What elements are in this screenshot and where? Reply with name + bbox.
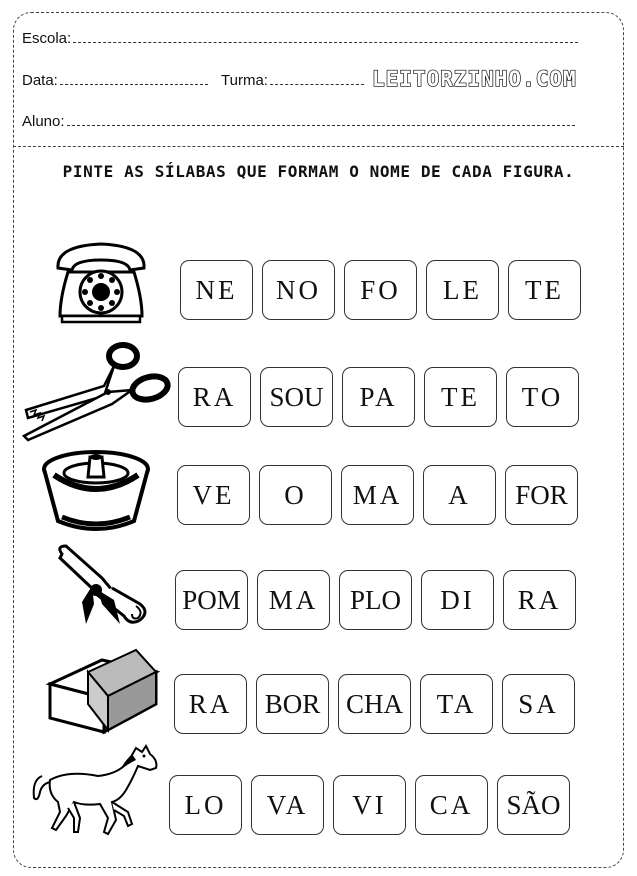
telephone-icon [50, 238, 152, 326]
syllable-row-diploma [175, 570, 576, 630]
syllable-row-eraser [174, 674, 575, 734]
student-field[interactable] [22, 113, 575, 130]
school-line[interactable] [73, 41, 578, 43]
student-line[interactable] [67, 124, 575, 126]
syllable-box[interactable]: VI [333, 775, 406, 835]
instruction-text: PINTE AS SÍLABAS QUE FORMAM O NOME DE CADA FIGURA. [62, 162, 575, 181]
syllable-box[interactable]: MA [257, 570, 330, 630]
diploma-icon [52, 542, 152, 632]
site-logo: LEITORZINHO.COM [372, 67, 577, 91]
header-divider [13, 146, 624, 147]
syllable-box[interactable]: SÃO [497, 775, 570, 835]
syllable-row-bundt-pan [177, 465, 578, 525]
syllable-box[interactable]: O [259, 465, 332, 525]
date-line[interactable] [60, 83, 208, 85]
syllable-box[interactable]: SA [502, 674, 575, 734]
syllable-box[interactable]: DI [421, 570, 494, 630]
date-field[interactable] [22, 72, 208, 89]
horse-icon [28, 740, 163, 840]
syllable-box[interactable]: TE [508, 260, 581, 320]
syllable-box[interactable]: SOU [260, 367, 333, 427]
syllable-box[interactable]: TO [506, 367, 579, 427]
syllable-box[interactable]: TE [424, 367, 497, 427]
syllable-box[interactable]: PA [342, 367, 415, 427]
syllable-box[interactable]: RA [503, 570, 576, 630]
syllable-box[interactable]: PLO [339, 570, 412, 630]
syllable-box[interactable]: LE [426, 260, 499, 320]
syllable-row-horse [169, 775, 570, 835]
syllable-box[interactable]: A [423, 465, 496, 525]
bundt-pan-icon [40, 447, 152, 535]
syllable-box[interactable]: NE [180, 260, 253, 320]
student-label: Aluno: [22, 113, 65, 130]
scissors-icon [20, 340, 175, 445]
syllable-box[interactable]: LO [169, 775, 242, 835]
eraser-icon [44, 642, 162, 737]
class-line[interactable] [270, 83, 364, 85]
syllable-box[interactable]: VA [251, 775, 324, 835]
syllable-box[interactable]: FO [344, 260, 417, 320]
school-field[interactable] [22, 30, 578, 47]
syllable-row-scissors [178, 367, 579, 427]
syllable-box[interactable]: MA [341, 465, 414, 525]
syllable-box[interactable]: BOR [256, 674, 329, 734]
class-label: Turma: [221, 72, 268, 89]
syllable-box[interactable]: RA [174, 674, 247, 734]
syllable-box[interactable]: TA [420, 674, 493, 734]
syllable-box[interactable]: CA [415, 775, 488, 835]
school-label: Escola: [22, 30, 72, 47]
syllable-box[interactable]: CHA [338, 674, 411, 734]
syllable-box[interactable]: NO [262, 260, 335, 320]
syllable-box[interactable]: POM [175, 570, 248, 630]
syllable-row-telephone [180, 260, 581, 320]
date-label: Data: [22, 72, 58, 89]
syllable-box[interactable]: FOR [505, 465, 578, 525]
class-field[interactable] [221, 72, 364, 89]
syllable-box[interactable]: RA [178, 367, 251, 427]
syllable-box[interactable]: VE [177, 465, 250, 525]
